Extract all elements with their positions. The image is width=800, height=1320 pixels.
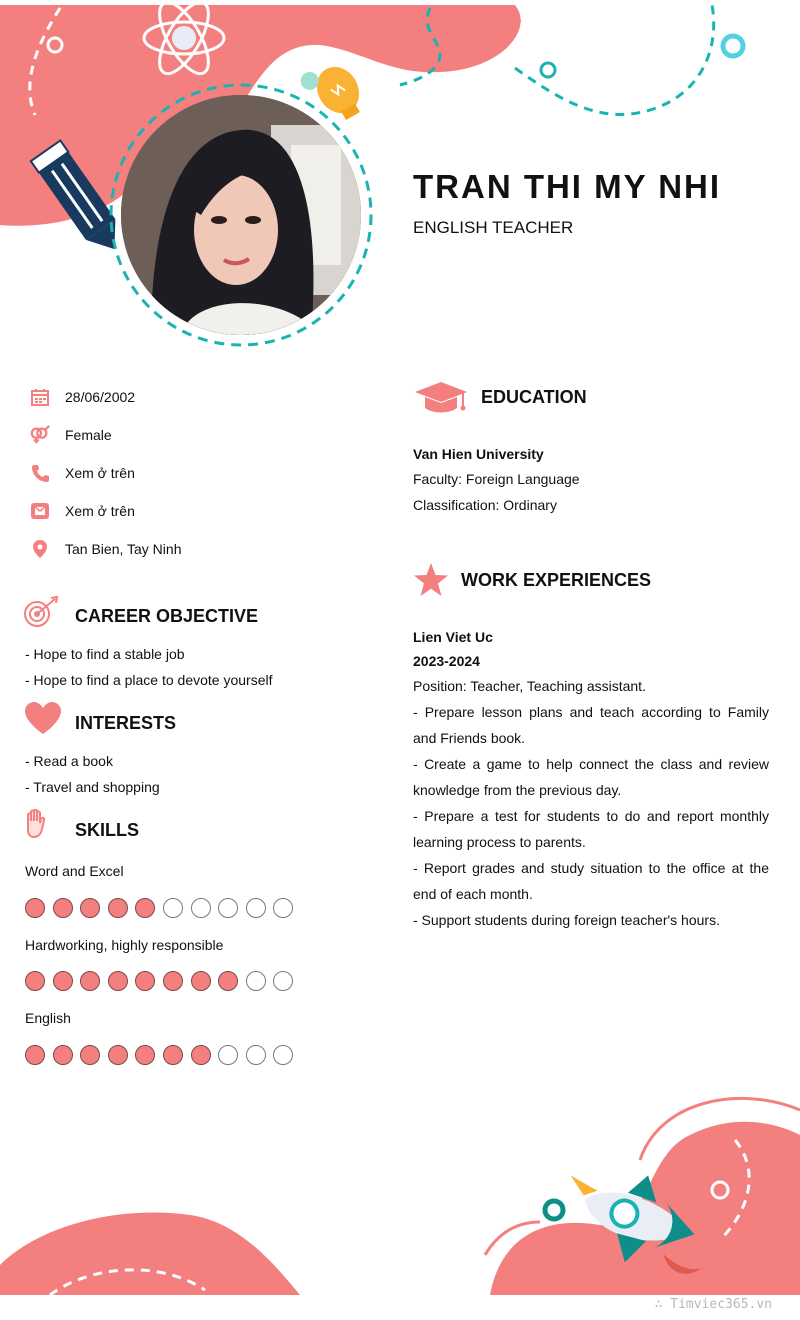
work-company: Lien Viet Uc [413, 629, 493, 645]
rating-dot-filled [135, 1045, 155, 1065]
info-location [30, 537, 182, 561]
candidate-name: TRAN THI MY NHI [413, 168, 722, 205]
rating-dot-filled [108, 1045, 128, 1065]
birthdate-text: 28/06/2002 [65, 389, 136, 405]
rating-dot-filled [108, 971, 128, 991]
rating-dot-empty [218, 898, 238, 918]
skill-name-3: English [25, 1010, 71, 1026]
email-icon [30, 501, 50, 521]
rating-dot-filled [163, 1045, 183, 1065]
skills-title: SKILLS [75, 820, 140, 840]
work-title: WORK EXPERIENCES [461, 570, 652, 590]
rating-dot-empty [163, 898, 183, 918]
work-duty-4: - Report grades and study situation to the office at the end of each month. [413, 860, 769, 902]
watermark: ∴ Timviec365.vn [654, 1297, 772, 1312]
target-icon [22, 596, 60, 635]
skill-name-1: Word and Excel [25, 863, 124, 879]
rating-dot-filled [25, 971, 45, 991]
skill-rating-2 [25, 971, 293, 991]
star-icon [413, 563, 449, 602]
gender-text: Female [65, 427, 112, 443]
rating-dot-filled [108, 898, 128, 918]
avatar-photo-illustration [121, 95, 361, 335]
rating-dot-filled [53, 971, 73, 991]
rating-dot-empty [246, 971, 266, 991]
interest-item-2: - Travel and shopping [25, 779, 160, 795]
avatar [121, 95, 361, 335]
work-duty-3: - Prepare a test for students to do and report monthly learning process to parents. [413, 808, 769, 850]
hand-icon [24, 809, 50, 846]
rating-dot-empty [191, 898, 211, 918]
rating-dot-empty [218, 1045, 238, 1065]
work-period: 2023-2024 [413, 653, 480, 669]
rating-dot-filled [53, 1045, 73, 1065]
bottom-left-blob [0, 1212, 300, 1295]
phone-text: Xem ở trên [65, 465, 135, 481]
work-position: Position: Teacher, Teaching assistant. [413, 678, 646, 694]
education-school: Van Hien University [413, 446, 544, 462]
career-objective-title: CAREER OBJECTIVE [75, 606, 259, 626]
rating-dot-filled [135, 898, 155, 918]
teal-ring-icon [723, 36, 743, 56]
work-duty-2: - Create a game to help connect the class and review knowledge from the previous day. [413, 756, 769, 798]
rating-dot-filled [80, 1045, 100, 1065]
info-gender [30, 423, 112, 447]
work-duty-5: - Support students during foreign teacher's hours. [413, 912, 720, 928]
email-text: Xem ở trên [65, 503, 135, 519]
skill-rating-3 [25, 1045, 293, 1065]
rating-dot-empty [273, 898, 293, 918]
rating-dot-empty [246, 1045, 266, 1065]
career-item-1: - Hope to find a stable job [25, 646, 185, 662]
info-birthdate [30, 385, 136, 409]
education-classification: Classification: Ordinary [413, 497, 557, 513]
rating-dot-empty [273, 1045, 293, 1065]
dashed-path-right [515, 5, 714, 114]
info-phone [30, 461, 135, 485]
location-pin-icon [30, 539, 50, 559]
rating-dot-filled [53, 898, 73, 918]
graduation-cap-icon [413, 380, 469, 421]
phone-icon [30, 463, 50, 483]
rating-dot-empty [273, 971, 293, 991]
work-duty-1: - Prepare lesson plans and teach according to Family and Friends book. [413, 704, 769, 746]
rating-dot-filled [191, 971, 211, 991]
interest-item-1: - Read a book [25, 753, 113, 769]
education-faculty: Faculty: Foreign Language [413, 471, 580, 487]
rating-dot-filled [218, 971, 238, 991]
info-email [30, 499, 135, 523]
teal-ring-bottom [545, 1201, 563, 1219]
gender-icon [30, 425, 50, 445]
skill-rating-1 [25, 898, 293, 918]
rating-dot-empty [246, 898, 266, 918]
watermark-text: Timviec365.vn [670, 1297, 772, 1312]
interests-title: INTERESTS [75, 713, 177, 733]
rating-dot-filled [25, 1045, 45, 1065]
calendar-icon [30, 387, 50, 407]
skill-name-2: Hardworking, highly responsible [25, 937, 224, 953]
rating-dot-filled [135, 971, 155, 991]
career-item-2: - Hope to find a place to devote yourself [25, 672, 273, 688]
rating-dot-filled [191, 1045, 211, 1065]
rating-dot-filled [25, 898, 45, 918]
teal-ring-mid [541, 63, 555, 77]
heart-icon [24, 702, 62, 741]
location-text: Tan Bien, Tay Ninh [65, 541, 182, 557]
job-title: ENGLISH TEACHER [413, 218, 574, 237]
rating-dot-filled [80, 898, 100, 918]
education-title: EDUCATION [481, 387, 587, 407]
rating-dot-filled [80, 971, 100, 991]
rating-dot-filled [163, 971, 183, 991]
